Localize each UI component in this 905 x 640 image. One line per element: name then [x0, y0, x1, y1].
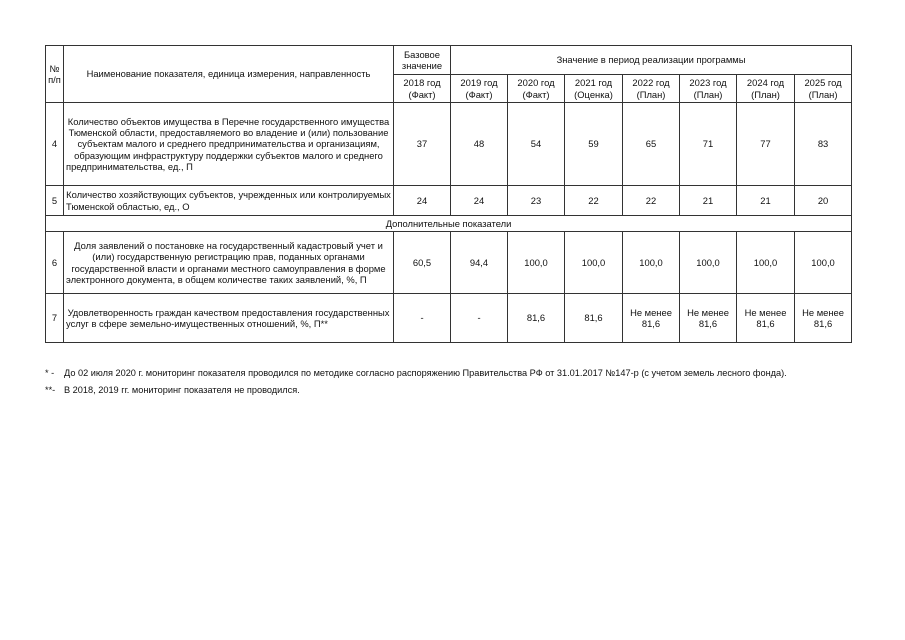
- indicator-name: Удовлетворенность граждан качеством предоставления государственных услуг в сфере земельно-имущественных отношений, %, П**: [64, 294, 394, 343]
- value-cell: Не менее 81,6: [680, 294, 737, 343]
- header-base: Базовое значение: [394, 46, 451, 75]
- footnote-mark: * -: [45, 368, 55, 378]
- value-cell: 100,0: [737, 232, 795, 294]
- indicators-table: [45, 45, 852, 343]
- value-cell: Не менее 81,6: [795, 294, 852, 343]
- header-year: 2021 год (Оценка): [565, 75, 623, 103]
- value-cell: 60,5: [394, 232, 451, 294]
- header-period: Значение в период реализации программы: [451, 46, 852, 75]
- value-cell: Не менее 81,6: [737, 294, 795, 343]
- row-number: 6: [46, 232, 64, 294]
- value-cell: 65: [623, 103, 680, 186]
- header-year: 2024 год (План): [737, 75, 795, 103]
- section-title: Дополнительные показатели: [46, 216, 852, 232]
- value-cell: 54: [508, 103, 565, 186]
- indicator-name: Количество хозяйствующих субъектов, учрежденных или контролируемых Тюменской областью, ед., О: [64, 186, 394, 216]
- value-cell: -: [451, 294, 508, 343]
- header-row-1: [46, 46, 852, 75]
- header-year: 2019 год (Факт): [451, 75, 508, 103]
- value-cell: 81,6: [508, 294, 565, 343]
- value-cell: Не менее 81,6: [623, 294, 680, 343]
- value-cell: 24: [394, 186, 451, 216]
- header-num: № п/п: [46, 46, 64, 103]
- value-cell: 100,0: [623, 232, 680, 294]
- footnote-text: До 02 июля 2020 г. мониторинг показателя проводился по методике согласно распоряжению Правительства РФ от 31.01.2017 №147-р (с учетом земель лесного фонда).: [64, 368, 787, 378]
- table-row: [46, 186, 852, 216]
- indicator-name: Количество объектов имущества в Перечне государственного имущества Тюменской области, предоставляемого во владение и (или) пользование субъектам малого и среднего предпринимательства и организациям, образующим инфраструктуру поддержки субъектов малого и среднего предпринимательства, ед., П: [64, 103, 394, 186]
- footnote: [45, 366, 845, 380]
- value-cell: 48: [451, 103, 508, 186]
- header-year: 2020 год (Факт): [508, 75, 565, 103]
- value-cell: -: [394, 294, 451, 343]
- section-row: [46, 216, 852, 232]
- value-cell: 100,0: [795, 232, 852, 294]
- footnote: [45, 383, 845, 397]
- value-cell: 100,0: [508, 232, 565, 294]
- value-cell: 24: [451, 186, 508, 216]
- header-year: 2025 год (План): [795, 75, 852, 103]
- value-cell: 77: [737, 103, 795, 186]
- value-cell: 83: [795, 103, 852, 186]
- row-number: 7: [46, 294, 64, 343]
- header-year: 2023 год (План): [680, 75, 737, 103]
- indicator-name: Доля заявлений о постановке на государственный кадастровый учет и (или) государственную регистрацию прав, поданных органами государственной власти и органами местного самоуправления в форме электронного документа, в общем количестве таких заявлений, %, П: [64, 232, 394, 294]
- value-cell: 22: [623, 186, 680, 216]
- value-cell: 21: [680, 186, 737, 216]
- value-cell: 20: [795, 186, 852, 216]
- value-cell: 22: [565, 186, 623, 216]
- row-number: 4: [46, 103, 64, 186]
- value-cell: 37: [394, 103, 451, 186]
- value-cell: 59: [565, 103, 623, 186]
- footnote-text: В 2018, 2019 гг. мониторинг показателя не проводился.: [64, 385, 300, 396]
- header-name: Наименование показателя, единица измерения, направленность: [64, 46, 394, 103]
- row-number: 5: [46, 186, 64, 216]
- header-year: 2022 год (План): [623, 75, 680, 103]
- value-cell: 94,4: [451, 232, 508, 294]
- value-cell: 100,0: [565, 232, 623, 294]
- header-year: 2018 год (Факт): [394, 75, 451, 103]
- value-cell: 100,0: [680, 232, 737, 294]
- table-row: [46, 294, 852, 343]
- value-cell: 71: [680, 103, 737, 186]
- table-row: [46, 232, 852, 294]
- footnotes: [45, 366, 845, 401]
- value-cell: 81,6: [565, 294, 623, 343]
- footnote-mark: **-: [45, 385, 56, 396]
- table-row: [46, 103, 852, 186]
- value-cell: 21: [737, 186, 795, 216]
- value-cell: 23: [508, 186, 565, 216]
